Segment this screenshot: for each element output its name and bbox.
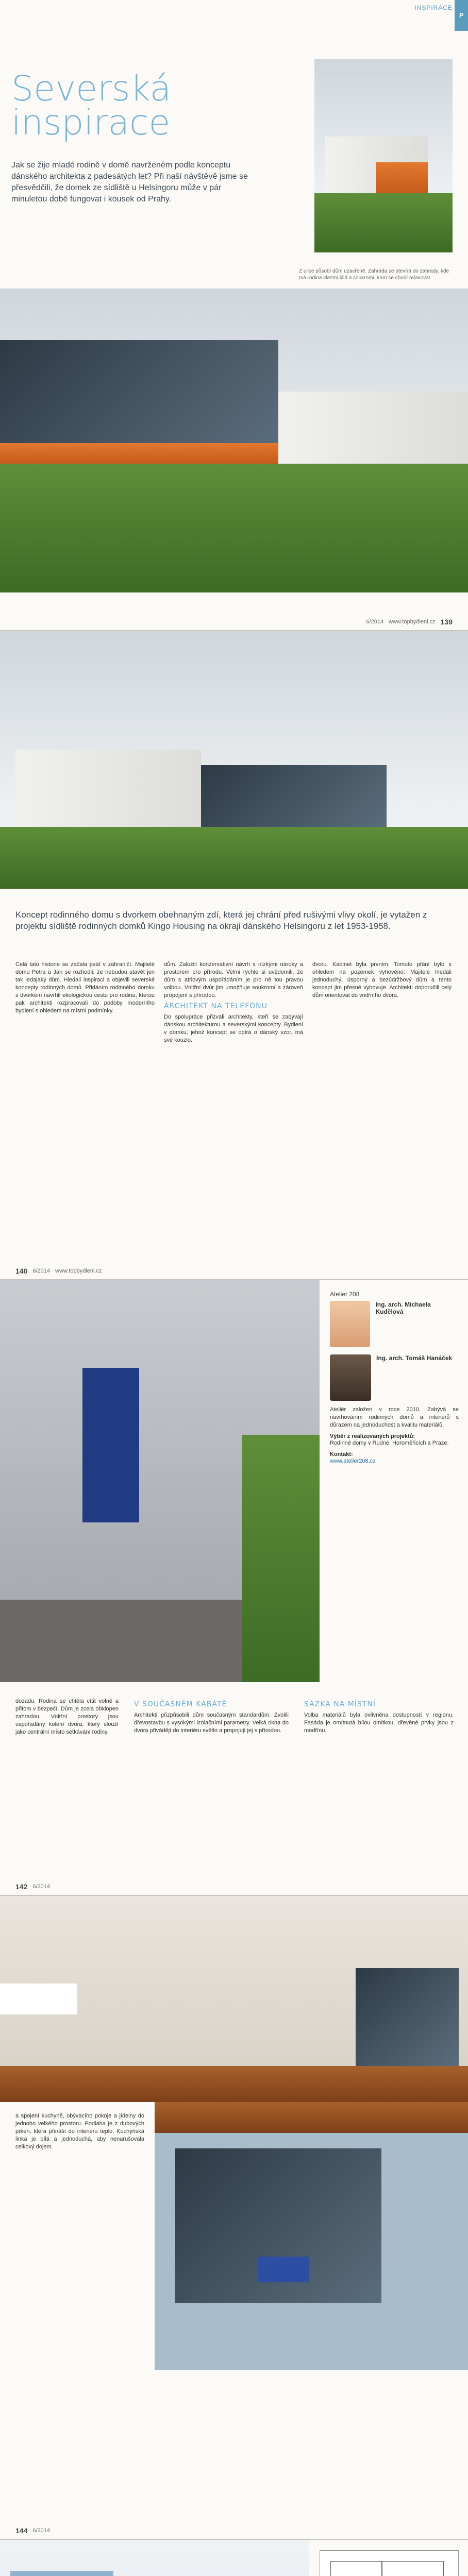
floor-plan xyxy=(320,2550,459,2576)
page-folio: 6/2014 www.topbydleni.cz 139 xyxy=(366,618,453,626)
text-column-3: SÁZKA NA MÍSTNÍ Volba materiálů byla ovlivněna dostupností v regionu. Fasáda je omítnutá bílou omítkou, dřevěné prvky jsou z modřínu. xyxy=(304,1700,454,1734)
photo-kitchen xyxy=(0,1896,468,2102)
blue-door xyxy=(82,1368,139,1522)
architect-photo xyxy=(330,1354,371,1401)
photo-house-front xyxy=(0,289,468,592)
page-140 xyxy=(0,631,468,1280)
text-column-2: V SOUČASNÉM KABÁTĚ Architekti přizpůsobili dům současným standardům. Zvolili dřevostavbu s vysokými izolačními parametry. Velká okna do dvora přivádějí do interiéru světlo a propojují jej s přírodou. xyxy=(134,1700,289,1734)
text-column-3: dvoru. Kabinet byla prvním. Tomuto přání bylo s ohledem na pozemek vyhověno. Majitelé hledali jednoduchý, úsporný a bezúdržbový dům a tento koncept jim přesně vyhovuje. Architekti doporučili celý dům orientovat do vnitřního dvora. xyxy=(312,961,452,998)
article-title: Severská inspirace xyxy=(11,69,172,143)
section-tag: INSPIRACE xyxy=(414,4,453,11)
page-146 xyxy=(0,2540,468,2576)
text-column-2: dům. Založili konzervativní návrh s nízkými nároky a prostorem pro přírodu. Velmi rychle si uvědomili, že dům s atriovým uspořádáním je pro ně tou pravou volbou. Vnitřní dvůr jim umožňuje soukromí a zároveň propojení s přírodou. ARCHITEKT NA TELEFONU Do spolupráce přizvali architekty, kteří se zabývají dánskou architekturou a severskými koncepty. Bydlení v domku, jehož koncept se opírá o dánský vzor, má své kouzlo. xyxy=(164,961,303,1043)
page-folio: 140 6/2014 www.topbydleni.cz xyxy=(15,1267,102,1275)
page-139 xyxy=(0,0,468,631)
text-column-1: dozadu. Rodina se chtěla cítit volně a přitom v bezpečí. Dům je zcela obklopen zahradou. Vnitřní prostory jsou uspořádány kolem dvora, který slouží jako centrální místo setkávání rodiny. xyxy=(15,1698,119,1735)
photo-caption: Z ulice působí dům uzavřeně. Zahrada se otevírá do zahrady, kde má rodina vlastní klid a soukromí, kam se chodí relaxovat. xyxy=(299,268,449,281)
architects-box: Atelier 208 Ing. arch. Michaela Kudělová Ing. arch. Tomáš Hanáček Ateliér založen v roce 2010. Zabývá se navrhováním rodinných domů a interiérů s důrazem na jednoduchost a kvalitu materiálů. Výběr z realizovaných projektů: Rodinné domy v Rudné, Horoměřicích a Praze. Kontakt: www.atelier208.cz xyxy=(330,1291,459,1464)
page-142 xyxy=(0,1280,468,1896)
text-column-1: Celá tato historie se začala psát v zahraničí. Majitelé domu Petra a Jan se rozhodli, že nebudou stavět jen tak ledajaký dům. Hledali inspiraci a objevili severské koncepty rodinných domů. Přidáním rodinného domku s dvorkem navrhli ekologickou cestu pro rodinu, kterou pak architekti rozpracovali do podoby moderního bydlení s ohledem na místní podmínky. xyxy=(15,961,155,1014)
page-folio: 144 6/2014 xyxy=(15,2527,51,2535)
text-column-1: a spojení kuchyně, obývacího pokoje a jídelny do jednoho velkého prostoru. Podlaha je z dubových prken, která přináší do interiéru teplo. Kuchyňská linka je bílá a jednoduchá, aby nenarušovala celkový dojem. xyxy=(15,2113,144,2150)
photo-covered-terrace xyxy=(155,2102,468,2370)
page-folio: 142 6/2014 xyxy=(15,1883,51,1891)
photo-house-panorama xyxy=(0,631,468,889)
subheading-architect: ARCHITEKT NA TELEFONU xyxy=(164,1002,268,1010)
spread-lead: Koncept rodinného domu s dvorkem obehnaným zdí, která jej chrání před rušivými vlivy okolí, je vytažen z projektu sídliště rodinných domků Kingo Housing na okraji dánského Helsingoru z let 1953-1958. xyxy=(15,910,427,931)
page-144 xyxy=(0,1896,468,2540)
photo-living-room xyxy=(0,2540,309,2576)
contact-link[interactable]: www.atelier208.cz xyxy=(330,1458,376,1464)
photo-house-corner xyxy=(314,59,453,252)
section-side-tag: P xyxy=(455,0,468,31)
architect-photo xyxy=(330,1301,370,1347)
photo-entrance xyxy=(0,1280,320,1682)
article-lead: Jak se žije mladé rodině v domě navrženém podle konceptu dánského architekta z padesátých let? Při naší návštěvě jsme se přesvědčili, že domek ze sídliště u Helsingoru může v pár minuletou době fungovat i kousek od Prahy. xyxy=(11,161,248,204)
